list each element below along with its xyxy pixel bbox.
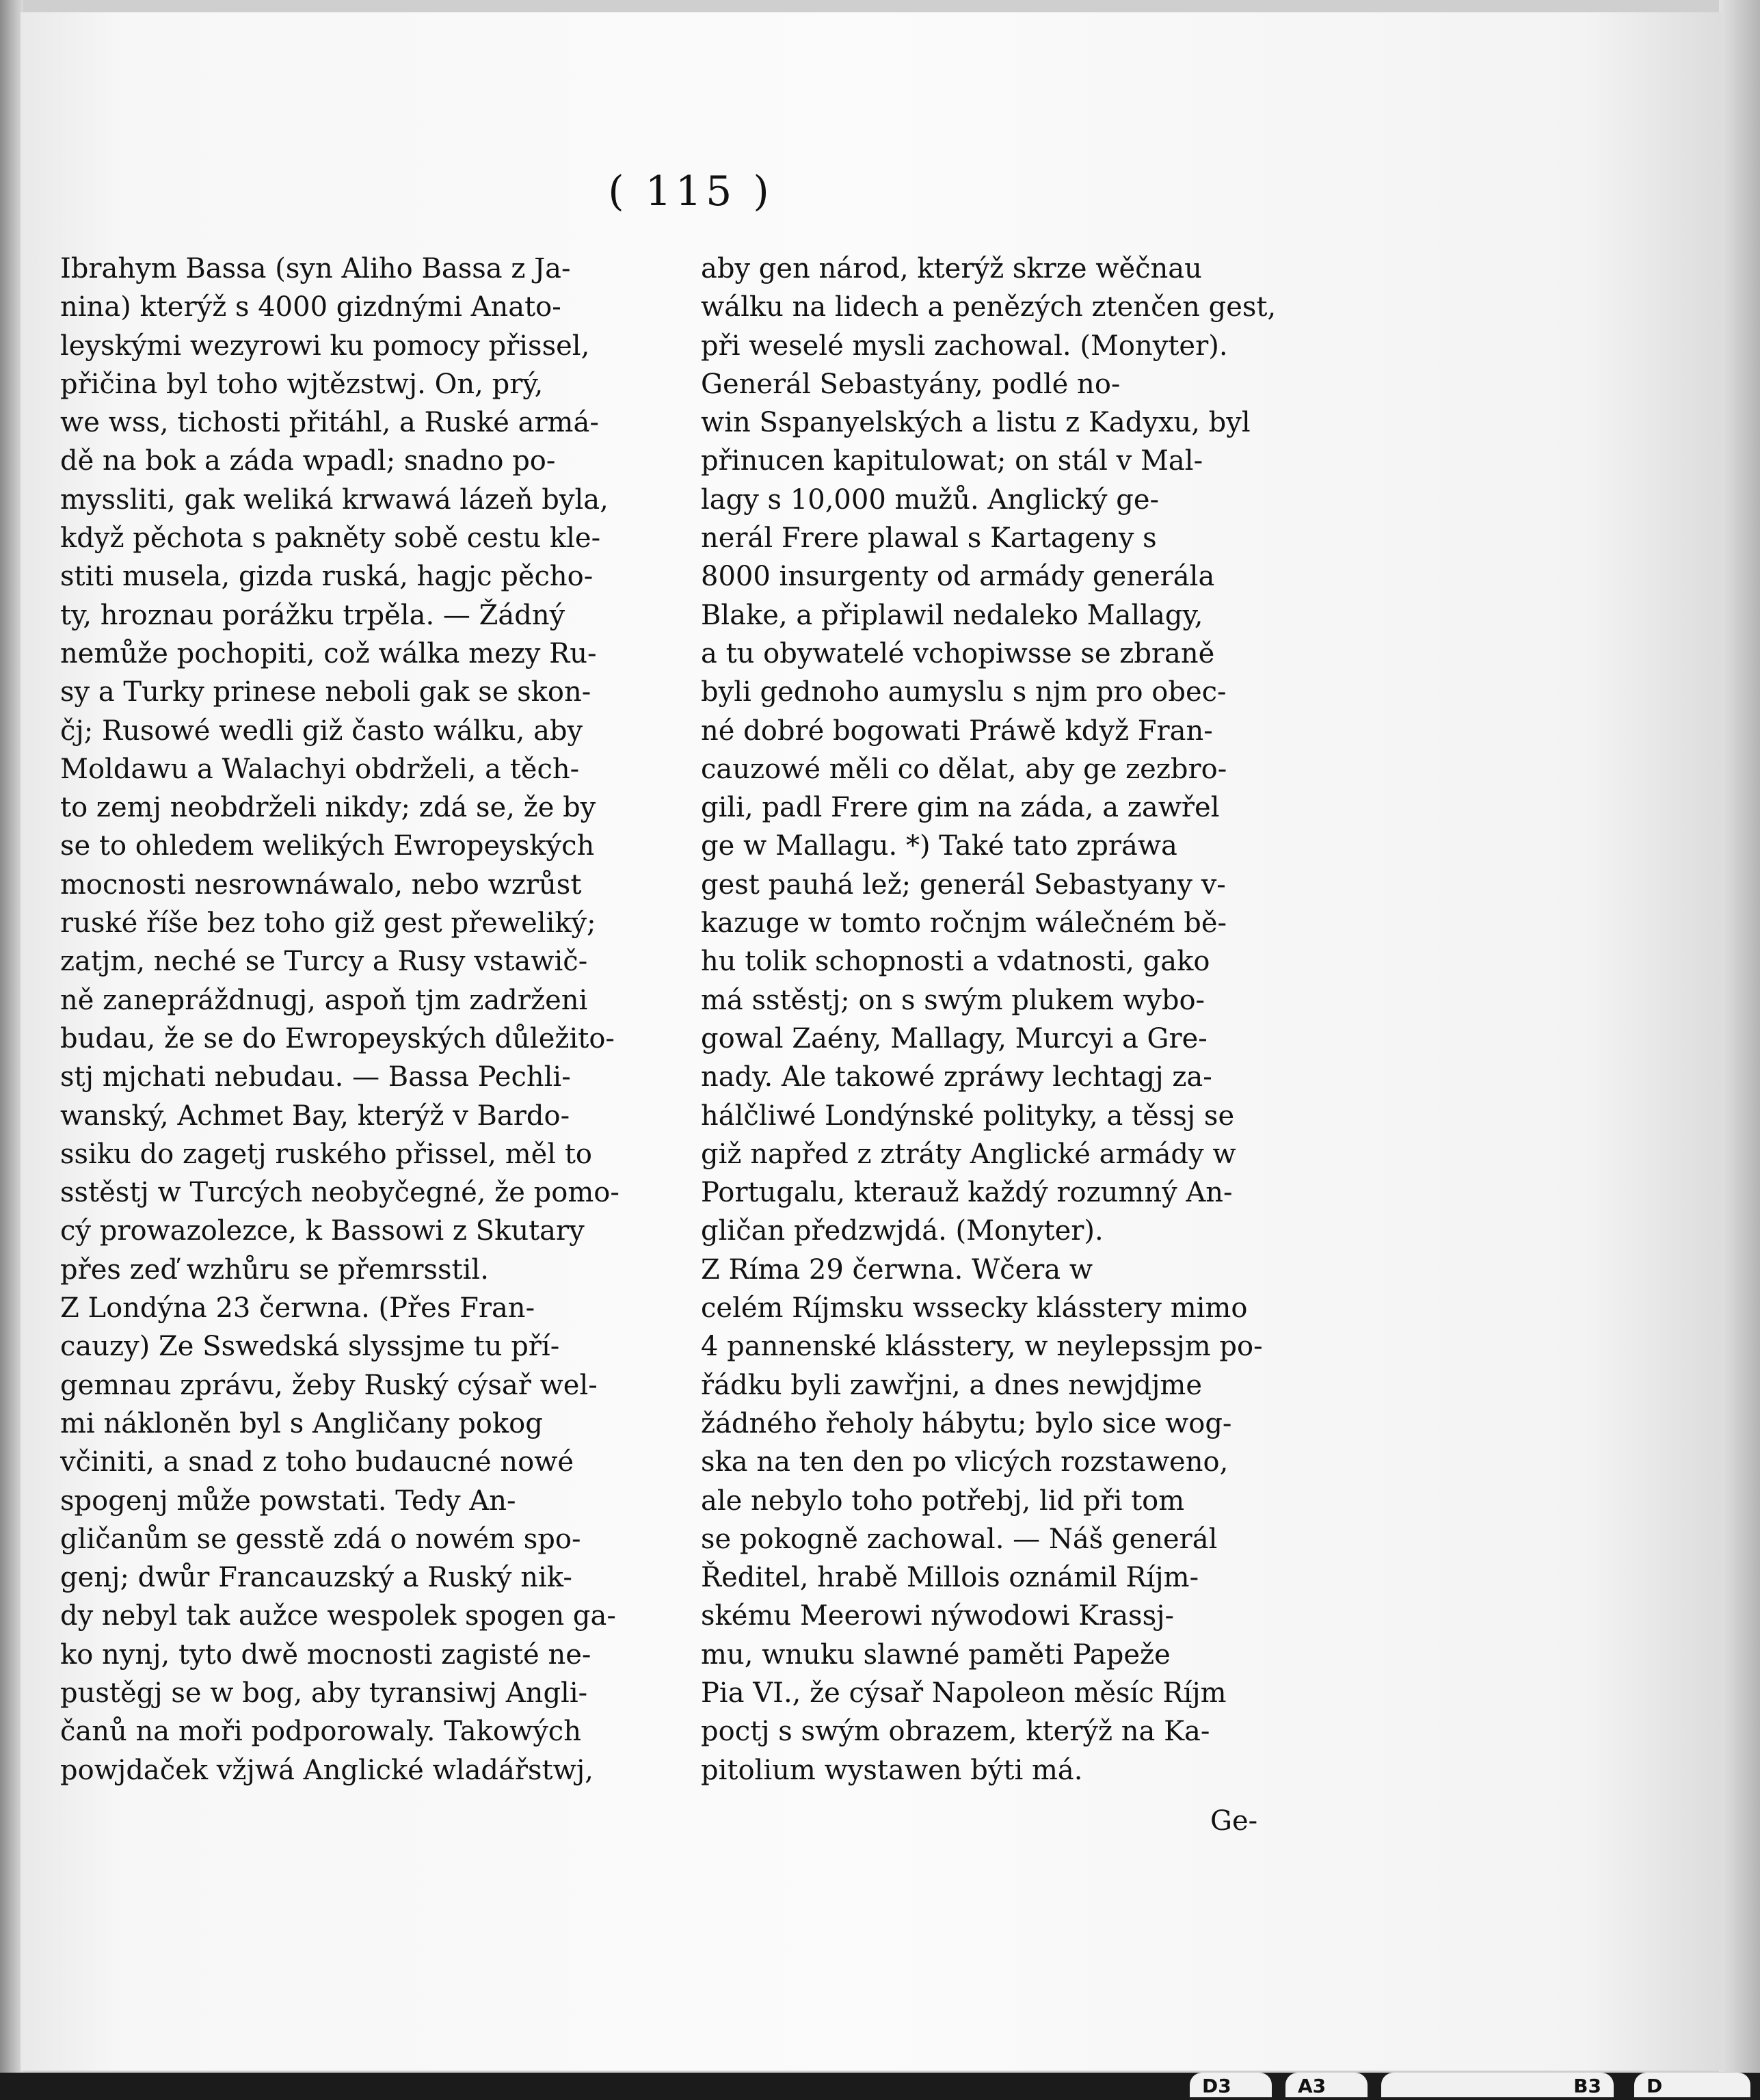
text-line: když pěchota s pakněty sobě cestu kle- bbox=[60, 522, 601, 555]
text-line: ale nebylo toho potřebj, lid při tom bbox=[701, 1485, 1185, 1517]
text-line: gili, padl Frere gim na záda, a zawřel bbox=[701, 792, 1220, 824]
text-line: mocnosti nesrownáwalo, nebo wzrůst bbox=[60, 868, 582, 901]
text-line: Ředitel, hrabě Millois oznámil Ríjm- bbox=[701, 1562, 1199, 1594]
text-line: Portugalu, kterauž každý rozumný An- bbox=[701, 1177, 1233, 1209]
scan-right-edge bbox=[1719, 0, 1760, 2072]
text-line: genj; dwůr Francauzský a Ruský nik- bbox=[60, 1562, 572, 1594]
text-line: 4 pannenské klásstery, w neylepssjm po- bbox=[701, 1331, 1263, 1363]
text-line: cý prowazolezce, k Bassowi z Skutary bbox=[60, 1215, 585, 1247]
calibration-tab: D3 bbox=[1190, 2073, 1272, 2097]
text-line: Ibrahym Bassa (syn Aliho Bassa z Ja- bbox=[60, 253, 571, 284]
text-line: a tu obywatelé vchopiwsse se zbraně bbox=[701, 637, 1215, 669]
text-line: hálčliwé Londýnské polityky, a těssj se bbox=[701, 1100, 1235, 1132]
text-line: win Sspanyelských a listu z Kadyxu, byl bbox=[701, 407, 1251, 439]
text-line: stj mjchati nebudau. — Bassa Pechli- bbox=[60, 1061, 571, 1093]
text-line: aby gen národ, kterýž skrze wěčnau bbox=[701, 253, 1202, 284]
text-line: gowal Zaény, Mallagy, Murcyi a Gre- bbox=[701, 1022, 1208, 1054]
text-line: nerál Frere plawal s Kartageny s bbox=[701, 522, 1157, 555]
text-line: Z Ríma 29 čerwna. Wčera w bbox=[701, 1253, 1093, 1286]
text-line: ty, hroznau porážku trpěla. — Žádný bbox=[60, 599, 565, 631]
left-text-column bbox=[60, 250, 662, 1790]
text-line: cauzowé měli co dělat, aby ge zezbro- bbox=[701, 753, 1227, 785]
text-line: dě na bok a záda wpadl; snadno po- bbox=[60, 445, 556, 477]
catchword: Ge- bbox=[1210, 1805, 1258, 1837]
text-line: přinucen kapitulowat; on stál v Mal- bbox=[701, 445, 1203, 477]
text-line: se to ohledem welikých Ewropeyských bbox=[60, 830, 595, 862]
text-line: ska na ten den po vlicých rozstaweno, bbox=[701, 1446, 1229, 1478]
calibration-tab: A3 bbox=[1285, 2073, 1368, 2097]
text-line: sy a Turky prinese neboli gak se skon- bbox=[60, 676, 591, 708]
text-line: řádku byli zawřjni, a dnes newjdjme bbox=[701, 1369, 1202, 1401]
text-line: wanský, Achmet Bay, kterýž v Bardo- bbox=[60, 1100, 570, 1132]
text-line: gličanům se gesstě zdá o nowém spo- bbox=[60, 1523, 581, 1555]
text-line: sstěstj w Turcých neobyčegné, že pomo- bbox=[60, 1177, 619, 1209]
text-line: celém Ríjmsku wssecky klásstery mimo bbox=[701, 1292, 1248, 1325]
text-line: mi nákloněn byl s Angličany pokog bbox=[60, 1407, 543, 1439]
text-line: Pia VI., že cýsař Napoleon měsíc Ríjm bbox=[701, 1677, 1227, 1709]
text-line: Blake, a připlawil nedaleko Mallagy, bbox=[701, 599, 1203, 631]
text-line: cauzy) Ze Sswedská slyssjme tu pří- bbox=[60, 1331, 560, 1363]
text-line: ruské říše bez toho giž gest přeweliký; bbox=[60, 907, 596, 940]
text-line: kazuge w tomto ročnjm wálečném bě- bbox=[701, 907, 1227, 940]
text-line: wálku na lidech a penězých ztenčen gest, bbox=[701, 291, 1277, 323]
text-line: skému Meerowi nýwodowi Krassj- bbox=[701, 1600, 1175, 1632]
text-line: giž napřed z ztráty Anglické armády w bbox=[701, 1138, 1236, 1170]
page-number: ( 115 ) bbox=[608, 168, 773, 215]
color-calibration-strip bbox=[0, 2073, 1760, 2100]
text-line: nemůže pochopiti, což wálka mezy Ru- bbox=[60, 637, 597, 669]
text-line: ssiku do zagetj ruského přissel, měl to bbox=[60, 1138, 592, 1170]
text-line: 8000 insurgenty od armády generála bbox=[701, 561, 1215, 593]
calibration-tab: B3 bbox=[1381, 2073, 1614, 2097]
text-line: stiti musela, gizda ruská, hagjc pěcho- bbox=[60, 561, 594, 593]
text-line: ko nynj, tyto dwě mocnosti zagisté ne- bbox=[60, 1638, 591, 1671]
text-line: spogenj může powstati. Tedy An- bbox=[60, 1485, 516, 1517]
scan-binding-edge bbox=[0, 0, 23, 2100]
calibration-tab: D bbox=[1634, 2073, 1750, 2097]
text-line: hu tolik schopnosti a vdatnosti, gako bbox=[701, 946, 1210, 978]
text-line: ně zanepráždnugj, aspoň tjm zadrženi bbox=[60, 984, 588, 1016]
text-line: byli gednoho aumyslu s njm pro obec- bbox=[701, 676, 1227, 708]
text-line: budau, že se do Ewropeyských důležito- bbox=[60, 1022, 615, 1054]
text-line: pustěgj se w bog, aby tyransiwj Angli- bbox=[60, 1677, 588, 1709]
text-line: včiniti, a snad z toho budaucné nowé bbox=[60, 1446, 574, 1478]
text-line: nady. Ale takowé zpráwy lechtagj za- bbox=[701, 1061, 1212, 1093]
text-line: poctj s swým obrazem, kterýž na Ka- bbox=[701, 1716, 1210, 1748]
text-line: né dobré bogowati Práwě když Fran- bbox=[701, 715, 1213, 747]
text-line: ge w Mallagu. *) Také tato zpráwa bbox=[701, 830, 1177, 862]
text-line: gličan předzwjdá. (Monyter). bbox=[701, 1215, 1104, 1247]
text-line: powjdaček vžjwá Anglické wladářstwj, bbox=[60, 1754, 594, 1786]
text-line: čanů na moři podporowaly. Takowých bbox=[60, 1716, 581, 1748]
text-line: zatjm, neché se Turcy a Rusy vstawič- bbox=[60, 946, 588, 978]
text-line: Z Londýna 23 čerwna. (Přes Fran- bbox=[60, 1292, 535, 1325]
text-line: přičina byl toho wjtězstwj. On, prý, bbox=[60, 368, 544, 400]
text-line: leyskými wezyrowi ku pomocy přissel, bbox=[60, 330, 590, 362]
text-line: gemnau zprávu, žeby Ruský cýsař wel- bbox=[60, 1369, 598, 1401]
text-line: při weselé mysli zachowal. (Monyter). bbox=[701, 330, 1228, 362]
text-line: to zemj neobdrželi nikdy; zdá se, že by bbox=[60, 792, 596, 824]
text-line: pitolium wystawen býti má. bbox=[701, 1754, 1083, 1786]
text-line: Moldawu a Walachyi obdrželi, a těch- bbox=[60, 753, 580, 785]
text-line: se pokogně zachowal. — Náš generál bbox=[701, 1523, 1218, 1555]
text-line: nina) kterýž s 4000 gizdnými Anato- bbox=[60, 291, 561, 323]
text-line: čj; Rusowé wedli giž často wálku, aby bbox=[60, 715, 583, 747]
text-line: mu, wnuku slawné paměti Papeže bbox=[701, 1638, 1171, 1671]
text-line: přes zeď wzhůru se přemrsstil. bbox=[60, 1253, 489, 1286]
text-line: Generál Sebastyány, podlé no- bbox=[701, 368, 1121, 400]
text-line: gest pauhá lež; generál Sebastyany v- bbox=[701, 868, 1226, 901]
text-line: má sstěstj; on s swým plukem wybo- bbox=[701, 984, 1205, 1016]
text-line: we wss, tichosti přitáhl, a Ruské armá- bbox=[60, 407, 599, 439]
right-text-column bbox=[701, 250, 1303, 1790]
text-line: dy nebyl tak aužce wespolek spogen ga- bbox=[60, 1600, 616, 1632]
text-line: žádného řeholy hábytu; bylo sice wog- bbox=[701, 1407, 1232, 1439]
text-line: myssliti, gak weliká krwawá lázeň byla, bbox=[60, 483, 609, 516]
text-line: lagy s 10,000 mužů. Anglický ge- bbox=[701, 483, 1160, 516]
